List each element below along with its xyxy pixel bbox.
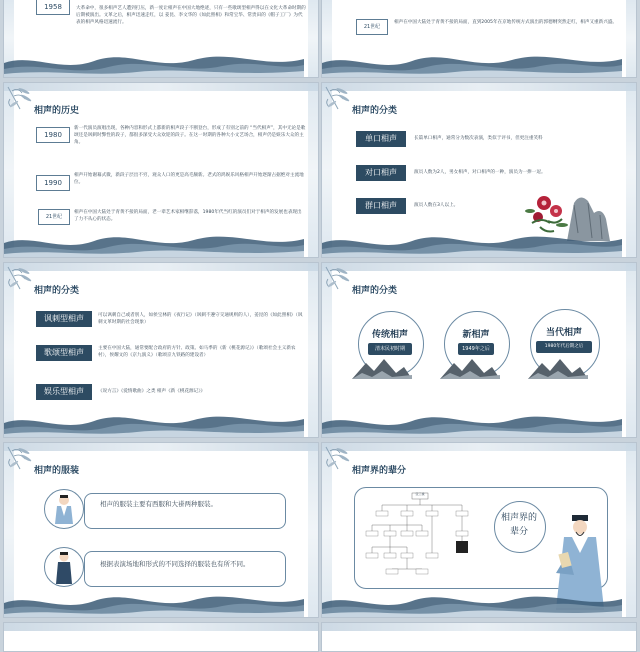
bamboo-icon: [6, 445, 36, 471]
wave-decoration: [4, 411, 304, 437]
history-1990-text: 相声开始谢幕式微，新段子层出不穷，观众人口的更是高毛颇新。老式的鸿娱乐风格相声开始逐渐占据绝对主流地位。: [74, 173, 304, 185]
group-text: 演员人数在3人以上。: [414, 203, 459, 208]
bamboo-icon: [6, 265, 36, 291]
year-badge-1980: 1980: [36, 127, 70, 143]
lineage-root-label: 张三禄: [415, 492, 425, 496]
slide-history-continued: [3, 0, 319, 78]
tag-solo: 单口相声: [356, 131, 406, 147]
era-sub-contemporary: 1980年代后期之后: [536, 341, 592, 353]
entertainment-text: 《说方言》《爱情歌曲》之类 相声《新《桃花源记》》: [98, 389, 206, 394]
mountain-icon: [440, 355, 500, 379]
tag-entertainment: 娱乐型相声: [36, 384, 92, 400]
bamboo-icon: [324, 265, 354, 291]
year-badge-1958: 1958: [36, 0, 70, 15]
solo-text: 长篇单口相声，通常分为数次表演，类似于评书，但更注重笑料: [414, 136, 543, 141]
history-intro-text: 大革命中，很多相声艺人遭到打压，新一度让相声在中国大地绝迹，只有一些歌颂型相声得以在文化大革命时期的后期被演出。文革之后，相声迅速走红，以 姜昆、李文华的《如此照相》和常宝华、常贵田的《帽子工厂》为代表的相声风格迅速流行。: [76, 6, 306, 25]
slide-21st-century: [321, 0, 637, 78]
slide-costumes: [3, 442, 319, 618]
era-sub-new: 1949年之后: [458, 343, 494, 355]
bamboo-icon: [324, 85, 354, 111]
slide-categories-content: [3, 262, 319, 438]
slide-title: 相声的服装: [34, 466, 80, 476]
slide-history: [3, 82, 319, 258]
wave-decoration: [4, 591, 304, 617]
praise-text: 主要在中国大陆，通常要配合政府的方针、政策。如马季的《新《桃花源记》》（歌颂社会主义新农村），侯耀文的《京九演义》（歌颂京九铁路的建设者）: [98, 346, 296, 358]
history-21c-text: 相声在中国大陆处于青黄不接的局面，老一辈艺术家相继辞落，1980年代当红的演员们对于相声的发展也表现出了力不从心的状态。: [74, 210, 302, 222]
mountain-icon: [352, 355, 412, 379]
costume-text-2: 根据表演场地和形式的不同选择的服装也有所不同。: [100, 560, 250, 568]
slide-title: 相声的历史: [34, 106, 80, 116]
year-badge-21c: 21世纪: [356, 19, 388, 35]
slide-title: 相声的分类: [34, 286, 80, 296]
wave-decoration: [322, 591, 622, 617]
bamboo-icon: [6, 85, 36, 111]
seniority-circle-text: 相声界的辈分: [500, 513, 537, 537]
mountain-icon: [528, 355, 588, 379]
era-name-contemporary: 当代相声: [545, 328, 582, 338]
duo-text: 演员人数为2人，男女相声，对口相声的一种，演员为一捧一逗。: [414, 170, 546, 175]
tag-satire: 讽刺型相声: [36, 311, 92, 327]
tag-duo: 对口相声: [356, 165, 406, 181]
wave-decoration: [4, 231, 304, 257]
lineage-tree-diagram: [362, 491, 482, 581]
slide-title: 相声的分类: [352, 286, 398, 296]
costume-text-1: 相声的服装主要有西服和大褂两种服装。: [100, 500, 217, 508]
year-badge-1990: 1990: [36, 175, 70, 191]
performer-scholar-icon: [45, 490, 83, 528]
history-1980-text: 新一代演员演唱出现，各种内容和形式上都新的相声段子不断登台，形成了有别之前的 “当代相声”，其中无论是歌颂还是讽刺时弊性的段子，都很多深受大众欢迎的段子。在这一时期的各种大小文艺场合，相声仍是娱乐大众的主角。: [74, 126, 306, 145]
wave-decoration: [322, 51, 622, 77]
slide-title: 相声界的辈分: [352, 466, 407, 476]
performer-avatar-2: [44, 547, 84, 587]
costume-box-2: [84, 551, 286, 587]
tag-praise: 歌颂型相声: [36, 345, 92, 361]
slide-partial-bottom-left: [3, 622, 319, 652]
wave-decoration: [322, 411, 622, 437]
performer-avatar-1: [44, 489, 84, 529]
era-name-traditional: 传统相声: [371, 330, 408, 340]
year-badge-21c: 21世纪: [38, 209, 70, 225]
slide-seniority: [321, 442, 637, 618]
satire-text: 可以讽刺自己或者别人，如侯宝林的《夜行记》（讽刺不遵守交通规则的人），姜昆的《如此照相》（讽刺文革时期的社会现象）: [98, 313, 303, 325]
slide-categories-era: [321, 262, 637, 438]
tag-group: 群口相声: [356, 198, 406, 214]
slide-partial-bottom-right: [321, 622, 637, 652]
slide-categories-performers: [321, 82, 637, 258]
era-sub-traditional: 清末民初时期: [368, 343, 412, 355]
wave-decoration: [322, 231, 622, 257]
performer-robe-icon: [45, 548, 83, 586]
era-name-new: 新相声: [462, 330, 490, 340]
slide-title: 相声的分类: [352, 106, 398, 116]
21c-text: 相声在中国大陆处于青黄不接的局面，直到2005年在京地传统方式演出的郭德纲突然走红，相声又重新兴盛。: [394, 20, 618, 25]
bamboo-icon: [324, 445, 354, 471]
wave-decoration: [4, 51, 304, 77]
